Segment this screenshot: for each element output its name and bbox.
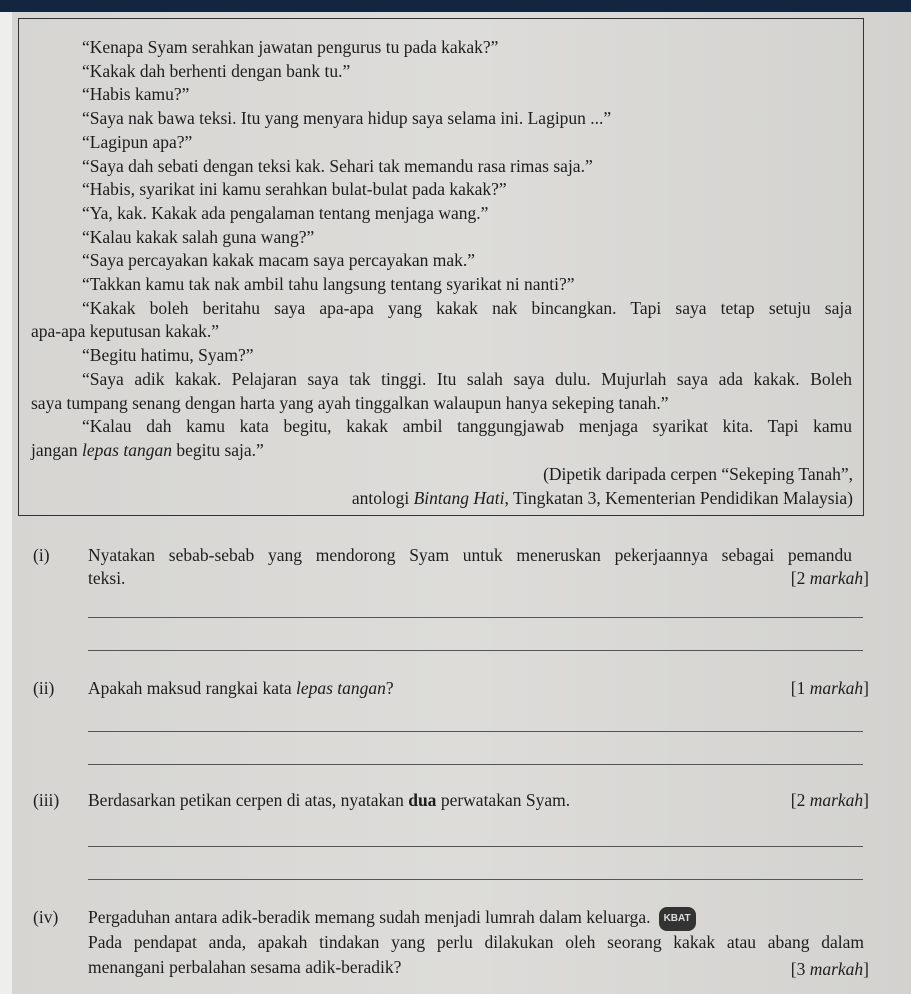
passage-line: apa-apa keputusan kakak.” [31,321,220,341]
text: markah [809,678,864,698]
question-text: Pada pendapat anda, apakah tindakan yang perlu dilakukan oleh seorang kakak atau abang dalam [88,932,864,952]
source-line-2 [352,487,853,509]
text: begitu saja.” [171,440,264,460]
question-text: teksi. [88,568,126,588]
passage-line: “Habis, syarikat ini kamu serahkan bulat-bulat pada kakak?” [82,179,507,199]
passage-line: “Kalau dah kamu kata begitu, kakak ambil tanggungjawab menjaga syarikat kita. Tapi kamu [82,416,852,436]
question-number: (ii) [33,678,55,698]
answer-line[interactable] [88,731,863,732]
question-text [88,906,696,931]
question-text [88,789,570,811]
text: ] [863,678,869,698]
text: jangan [31,440,83,460]
text: ] [863,959,869,979]
text: ] [863,790,869,810]
answer-line[interactable] [88,617,863,618]
text: , Tingkatan 3, Kementerian Pendidikan Malaysia) [504,488,853,508]
question-text: Nyatakan sebab-sebab yang mendorong Syam untuk meneruskan pekerjaannya sebagai pemandu [88,545,852,565]
answer-line[interactable] [88,764,863,765]
marks-label [791,677,869,699]
text: Berdasarkan petikan cerpen di atas, nyatakan [88,790,409,810]
question-number: (iv) [33,907,59,927]
text: Apakah maksud rangkai kata [88,678,296,698]
left-gutter [0,12,12,994]
passage-line: “Takkan kamu tak nak ambil tahu langsung tentang syarikat ni nanti?” [82,274,575,294]
text: ] [863,568,869,588]
passage-line: “Habis kamu?” [82,84,190,104]
question-text [88,677,394,699]
passage-line: “Saya adik kakak. Pelajaran saya tak tinggi. Itu salah saya dulu. Mujurlah saya ada kakak. Boleh [82,369,852,389]
text: markah [809,959,864,979]
answer-line[interactable] [88,846,863,847]
italic-phrase: lepas tangan [295,678,386,698]
passage-line: “Lagipun apa?” [82,132,193,152]
passage-line: “Begitu hatimu, Syam?” [82,345,254,365]
text: markah [809,568,864,588]
italic-phrase: lepas tangan [82,440,172,460]
passage-line: “Saya nak bawa teksi. Itu yang menyara hidup saya selama ini. Lagipun ...” [82,108,612,128]
text: [2 [790,790,810,810]
question-text: menangani perbalahan sesama adik-beradik? [88,957,402,977]
text: [3 [790,959,810,979]
passage-line: “Saya percayakan kakak macam saya percayakan mak.” [82,250,476,270]
passage-line: “Kalau kakak salah guna wang?” [82,227,315,247]
marks-label [791,958,869,980]
book-title: Bintang Hati [413,488,505,508]
passage-line: “Kenapa Syam serahkan jawatan pengurus tu pada kakak?” [82,37,499,57]
marks-label [791,789,869,811]
passage-line: “Kakak dah berhenti dengan bank tu.” [82,61,351,81]
kbat-badge: KBAT [659,907,696,931]
question-number: (iii) [33,790,60,810]
top-bar [0,0,911,12]
question-number: (i) [33,545,50,565]
passage-line [31,439,264,461]
text: perwatakan Syam. [436,790,571,810]
bold-word: dua [408,790,437,810]
passage-line: “Ya, kak. Kakak ada pengalaman tentang menjaga wang.” [82,203,489,223]
text: Pergaduhan antara adik-beradik memang sudah menjadi lumrah dalam keluarga. [88,907,651,927]
text: [1 [790,678,810,698]
marks-label [791,567,869,589]
source-line-1: (Dipetik daripada cerpen “Sekeping Tanah”, [543,464,853,484]
passage-line: saya tumpang senang dengan harta yang ayah tinggalkan walaupun hanya sekeping tanah.” [31,393,669,413]
passage-line: “Saya dah sebati dengan teksi kak. Sehari tak memandu rasa rimas saja.” [82,156,593,176]
text: markah [809,790,864,810]
answer-line[interactable] [88,650,863,651]
passage-line: “Kakak boleh beritahu saya apa-apa yang kakak nak bincangkan. Tapi saya tetap setuju saja [82,298,852,318]
answer-line[interactable] [88,879,863,880]
text: [2 [790,568,810,588]
text: ? [385,678,394,698]
text: antologi [351,488,414,508]
